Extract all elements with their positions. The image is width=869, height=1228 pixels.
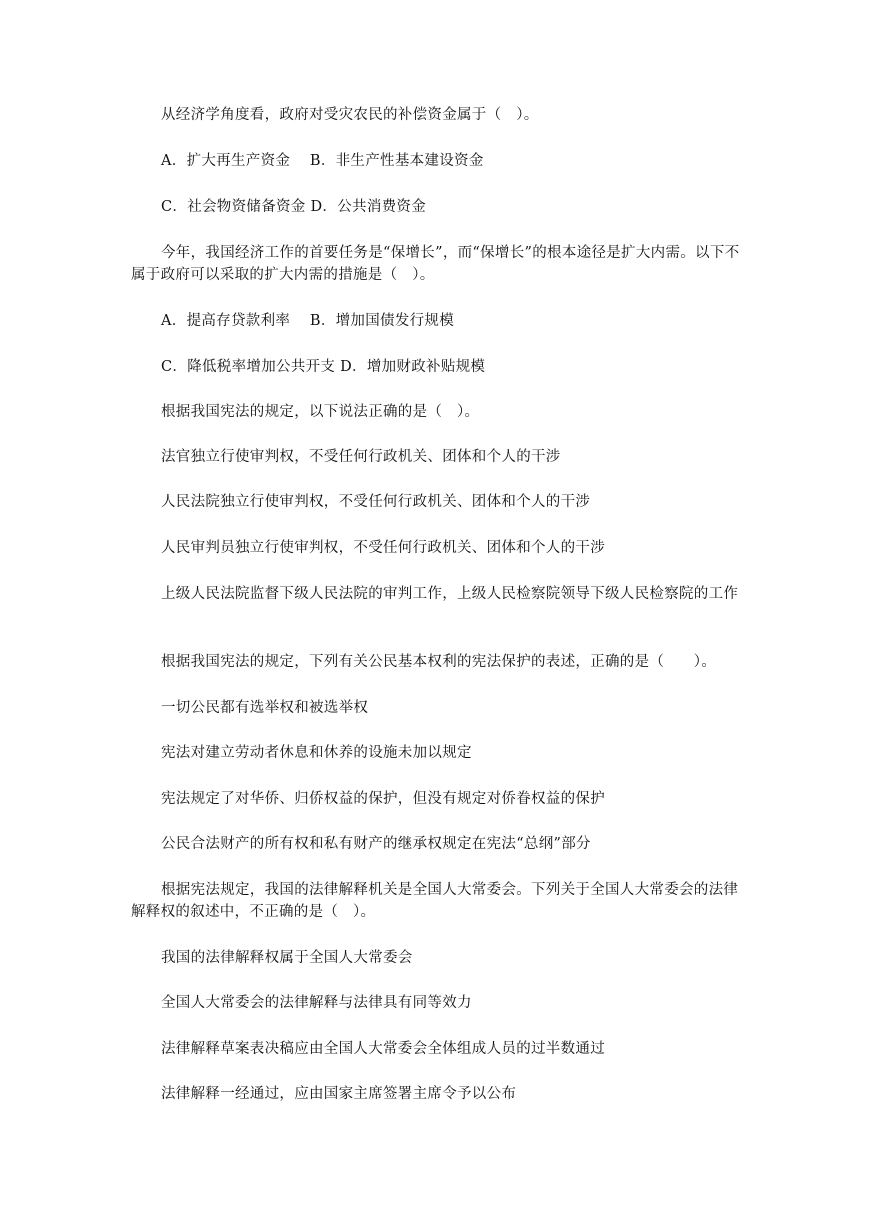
- question-4-option-4: 公民合法财产的所有权和私有财产的继承权规定在宪法“总纲”部分: [161, 836, 591, 852]
- question-5-option-4: 法律解释一经通过，应由国家主席签署主席令予以公布: [161, 1086, 517, 1102]
- question-2-stem: 今年，我国经济工作的首要任务是“保增长”，而“保增长”的根本途径是扩大内需。以下不属于政府可以采取的扩大内需的措施是（ ）。: [131, 245, 740, 283]
- question-4-stem: 根据我国宪法的规定，下列有关公民基本权利的宪法保护的表述，正确的是（ ）。: [161, 654, 717, 670]
- question-5-option-2: 全国人大常委会的法律解释与法律具有同等效力: [161, 995, 472, 1011]
- question-5-option-1: 我国的法律解释权属于全国人大常委会: [161, 950, 413, 966]
- question-2-options-ab: A．提高存贷款利率 B．增加国债发行规模: [161, 313, 455, 329]
- question-2-options-cd: C．降低税率增加公共开支 D．增加财政补贴规模: [161, 359, 486, 375]
- question-4-option-2: 宪法对建立劳动者休息和休养的设施未加以规定: [161, 745, 472, 761]
- question-3-stem: 根据我国宪法的规定，以下说法正确的是（ ）。: [161, 404, 480, 420]
- question-3-option-4: 上级人民法院监督下级人民法院的审判工作，上级人民检察院领导下级人民检察院的工作: [161, 586, 739, 602]
- question-3-option-1: 法官独立行使审判权，不受任何行政机关、团体和个人的干涉: [161, 449, 561, 465]
- question-3-option-2: 人民法院独立行使审判权，不受任何行政机关、团体和个人的干涉: [161, 494, 591, 510]
- question-5-option-3: 法律解释草案表决稿应由全国人大常委会全体组成人员的过半数通过: [161, 1041, 605, 1057]
- question-1-options-cd: C．社会物资储备资金 D．公共消费资金: [161, 199, 427, 215]
- question-1-stem: 从经济学角度看，政府对受灾农民的补偿资金属于（ ）。: [161, 107, 539, 123]
- question-1-options-ab: A．扩大再生产资金 B．非生产性基本建设资金: [161, 153, 484, 169]
- question-3-option-3: 人民审判员独立行使审判权，不受任何行政机关、团体和个人的干涉: [161, 540, 605, 556]
- question-4-option-3: 宪法规定了对华侨、归侨权益的保护，但没有规定对侨眷权益的保护: [161, 791, 605, 807]
- question-5-stem: 根据宪法规定，我国的法律解释机关是全国人大常委会。下列关于全国人大常委会的法律解释权的叙述中，不正确的是（ ）。: [131, 882, 739, 920]
- question-4-option-1: 一切公民都有选举权和被选举权: [161, 700, 369, 716]
